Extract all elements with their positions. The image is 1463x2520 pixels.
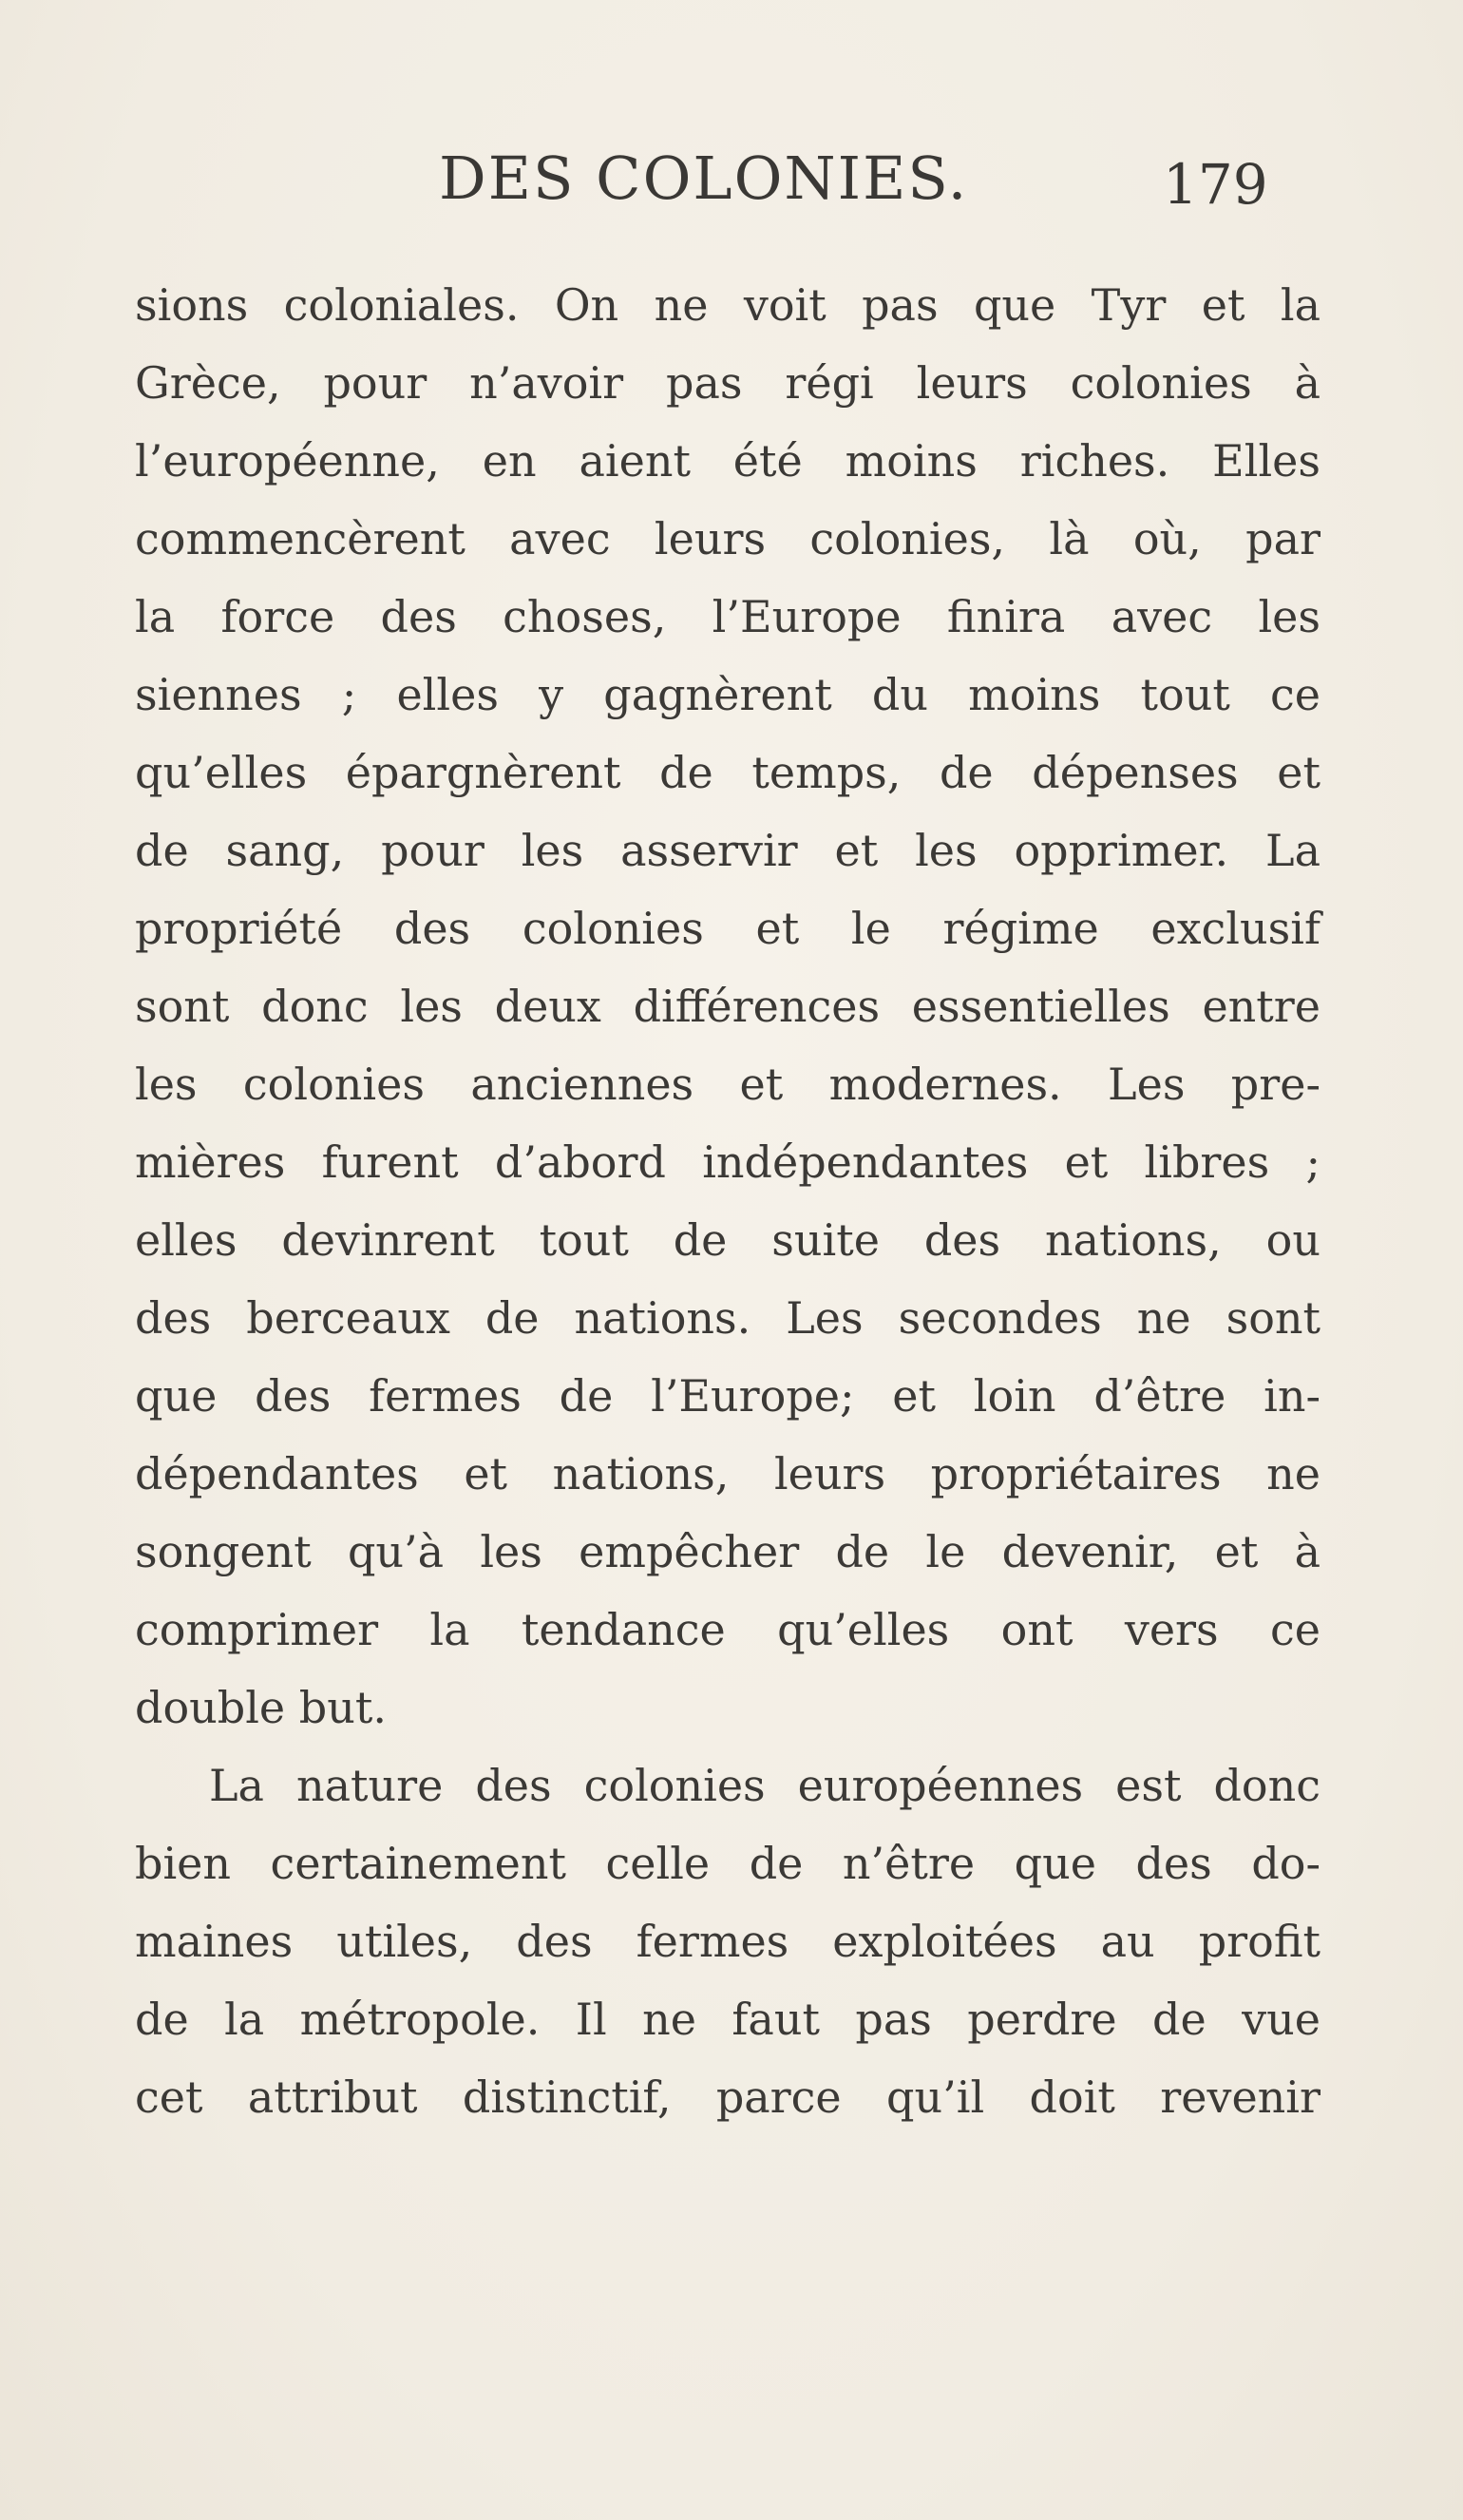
text-line: la force des choses, l’Europe finira avec les <box>135 591 1320 642</box>
body-text <box>135 266 1320 2136</box>
text-line: qu’elles épargnèrent de temps, de dépenses et <box>135 747 1320 798</box>
text-line: l’européenne, en aient été moins riches. Elles <box>135 435 1320 487</box>
text-line: que des fermes de l’Europe; et loin d’être in- <box>135 1370 1320 1422</box>
text-line: double but. <box>135 1682 387 1733</box>
text-line: songent qu’à les empêcher de le devenir, et à <box>135 1526 1320 1577</box>
text-line: siennes ; elles y gagnèrent du moins tout ce <box>135 669 1320 720</box>
text-line: cet attribut distinctif, parce qu’il doit revenir <box>135 2071 1320 2123</box>
text-line: de sang, pour les asservir et les opprimer. La <box>135 825 1320 876</box>
text-line: maines utiles, des fermes exploitées au profit <box>135 1916 1320 1967</box>
text-line: comprimer la tendance qu’elles ont vers ce <box>135 1604 1320 1655</box>
text-line: de la métropole. Il ne faut pas perdre de vue <box>135 1994 1320 2045</box>
running-title: DES COLONIES. <box>439 143 969 213</box>
text-line: commencèrent avec leurs colonies, là où, par <box>135 513 1320 564</box>
paragraph-first-line: La nature des colonies européennes est donc <box>209 1760 1320 1811</box>
text-line: mières furent d’abord indépendantes et libres ; <box>135 1136 1320 1188</box>
text-line: des berceaux de nations. Les secondes ne sont <box>135 1292 1320 1344</box>
text-line: bien certainement celle de n’être que des do- <box>135 1838 1320 1889</box>
text-line: Grèce, pour n’avoir pas régi leurs colonies à <box>135 357 1320 409</box>
text-line: sont donc les deux différences essentielles entre <box>135 981 1320 1032</box>
text-line: dépendantes et nations, leurs propriétaires ne <box>135 1448 1320 1499</box>
page-number: 179 <box>1163 152 1268 217</box>
text-line: elles devinrent tout de suite des nations, ou <box>135 1214 1320 1266</box>
text-line: sions coloniales. On ne voit pas que Tyr et la <box>135 279 1320 331</box>
text-line: les colonies anciennes et modernes. Les pre- <box>135 1059 1320 1110</box>
text-line: propriété des colonies et le régime exclusif <box>135 903 1320 954</box>
page-header <box>0 141 1463 217</box>
